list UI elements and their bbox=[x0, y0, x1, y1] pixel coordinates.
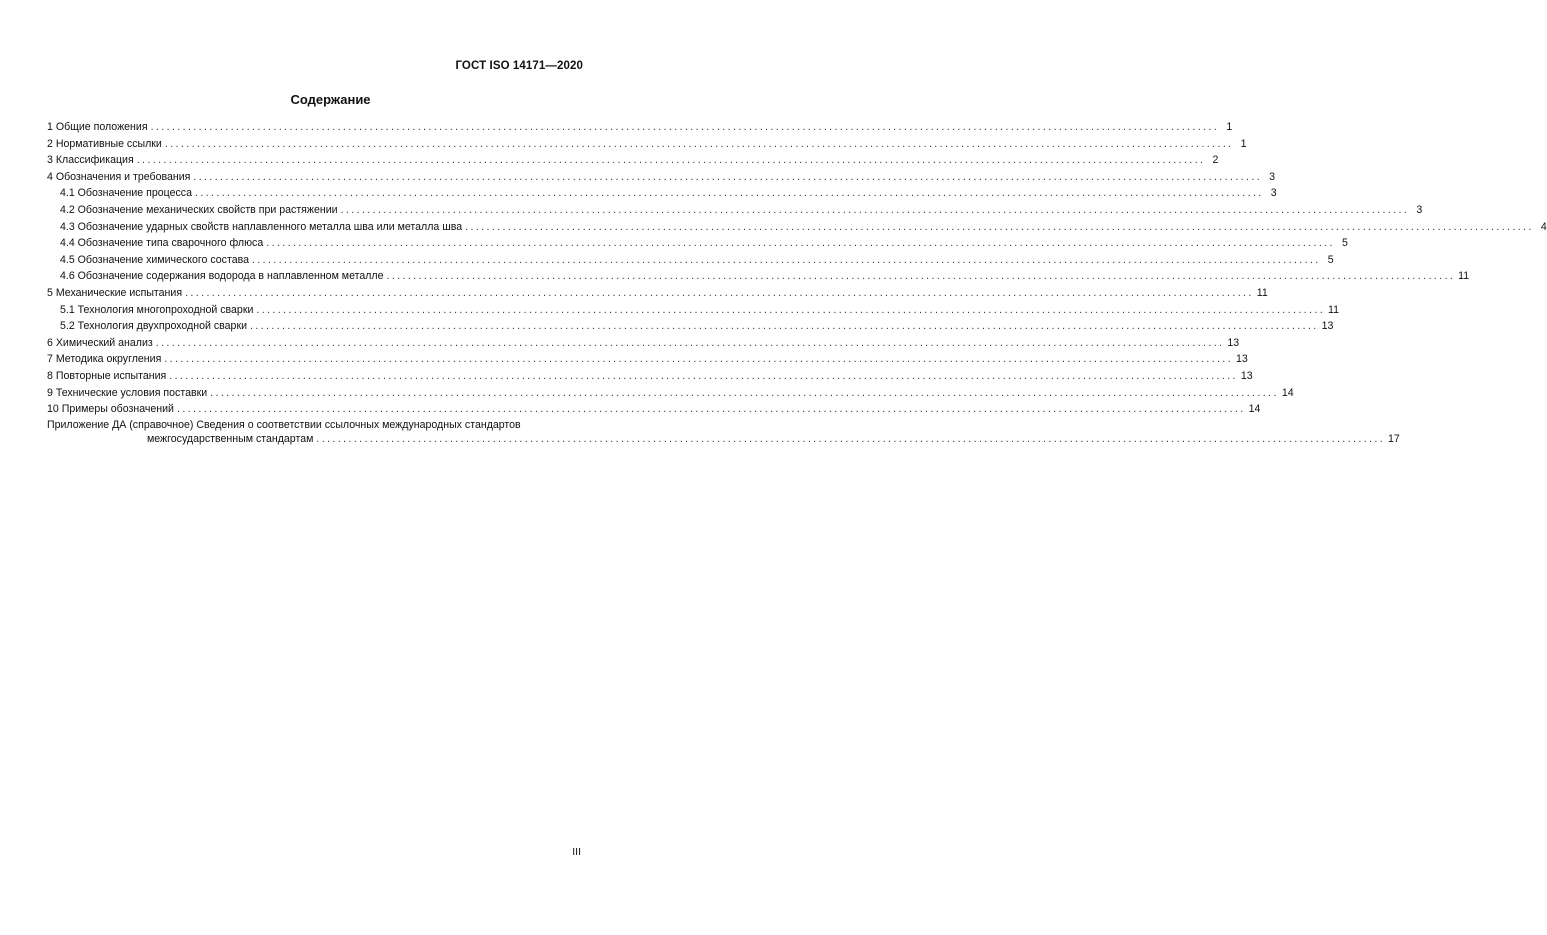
toc-entry[interactable] bbox=[47, 285, 1268, 302]
page-number: III bbox=[572, 846, 581, 858]
toc-entry[interactable] bbox=[47, 136, 1247, 153]
toc-entry[interactable] bbox=[47, 152, 1219, 169]
toc-entry-page: 11 bbox=[1328, 303, 1340, 316]
toc-entry-page: 5 bbox=[1327, 253, 1334, 266]
toc-subentry[interactable] bbox=[47, 185, 1277, 202]
toc-entry-label: 5.1 Технология многопроходной сварки bbox=[60, 303, 254, 316]
toc-leader-dots: ........................................................................................................................................................................................................ bbox=[465, 220, 1534, 233]
toc-appendix-label: Приложение ДА (справочное) Сведения о соответствии ссылочных международных стандартов bbox=[47, 418, 521, 431]
toc-entry-label: 2 Нормативные ссылки bbox=[47, 137, 162, 150]
toc-entry-label: 9 Технические условия поставки bbox=[47, 386, 208, 399]
toc-entry-page: 3 bbox=[1269, 170, 1276, 183]
toc-leader-dots: ........................................................................................................................................................................................................ bbox=[386, 270, 1456, 283]
toc-entry-label: 5.2 Технология двухпроходной сварки bbox=[60, 320, 247, 333]
toc-entry-page: 3 bbox=[1416, 203, 1423, 216]
toc-appendix-continuation[interactable] bbox=[47, 432, 1400, 446]
toc-subentry[interactable] bbox=[47, 252, 1334, 269]
toc-entry-page: 5 bbox=[1342, 237, 1348, 250]
toc-leader-dots: ........................................................................................................................................................................................................ bbox=[252, 253, 1321, 266]
toc-leader-dots: ........................................................................................................................................................................................................ bbox=[150, 121, 1220, 133]
toc-subentry[interactable] bbox=[47, 235, 1348, 252]
toc-entry-label: 5 Механические испытания bbox=[47, 286, 183, 299]
toc-entry-label: 1 Общие положения bbox=[47, 121, 148, 133]
toc-subentry[interactable] bbox=[47, 268, 1470, 285]
toc-entry-page: 13 bbox=[1240, 369, 1253, 382]
toc-entry[interactable] bbox=[47, 335, 1240, 352]
toc-appendix-label-continued: межгосударственным стандартам bbox=[147, 432, 314, 445]
toc-entry-page: 13 bbox=[1321, 320, 1334, 333]
toc-entry-page: 11 bbox=[1256, 286, 1268, 299]
toc-entry-page: 13 bbox=[1235, 353, 1248, 366]
toc-leader-dots: ........................................................................................................................................................................................................ bbox=[164, 137, 1234, 150]
toc-entry-label: 7 Методика округления bbox=[47, 353, 162, 366]
toc-subentry[interactable] bbox=[47, 318, 1334, 335]
document-id: ГОСТ ISO 14171—2020 bbox=[455, 60, 583, 72]
toc-entry-page: 14 bbox=[1248, 403, 1261, 416]
toc-entry-page: 17 bbox=[1388, 432, 1400, 445]
toc-leader-dots: ........................................................................................................................................................................................................ bbox=[169, 369, 1238, 382]
toc-leader-dots: ........................................................................................................................................................................................................ bbox=[136, 154, 1206, 167]
toc-leader-dots: ........................................................................................................................................................................................................ bbox=[194, 187, 1264, 200]
toc-entry-page: 3 bbox=[1270, 187, 1277, 200]
toc-subentry[interactable] bbox=[47, 219, 1547, 236]
toc-entry-label: 4.2 Обозначение механических свойств при растяжении bbox=[60, 203, 338, 216]
toc-leader-dots: ........................................................................................................................................................................................................ bbox=[193, 170, 1263, 183]
toc-entry-label: 3 Классификация bbox=[47, 154, 134, 167]
toc-leader-dots: ........................................................................................................................................................................................................ bbox=[164, 353, 1233, 366]
toc-leader-dots: ........................................................................................................................................................................................................ bbox=[266, 237, 1335, 250]
table-of-contents bbox=[47, 119, 1547, 446]
toc-leader-dots: ........................................................................................................................................................................................................ bbox=[340, 203, 1410, 216]
toc-entry-page: 14 bbox=[1281, 386, 1294, 399]
toc-leader-dots: ........................................................................................................................................................................................................ bbox=[250, 320, 1319, 333]
toc-entry[interactable] bbox=[47, 401, 1261, 418]
toc-entry-page: 2 bbox=[1212, 154, 1219, 167]
toc-entry-label: 4.6 Обозначение содержания водорода в наплавленном металле bbox=[60, 270, 384, 283]
toc-leader-dots: ........................................................................................................................................................................................................ bbox=[210, 386, 1279, 399]
toc-title: Содержание bbox=[290, 92, 371, 107]
toc-entry-label: 4.5 Обозначение химического состава bbox=[60, 253, 249, 266]
toc-entry-label: 4.1 Обозначение процесса bbox=[60, 187, 192, 200]
toc-entry-page: 1 bbox=[1240, 137, 1247, 150]
toc-entry-label: 6 Химический анализ bbox=[47, 336, 153, 349]
toc-entry[interactable] bbox=[47, 169, 1276, 186]
toc-entry-page: 1 bbox=[1226, 121, 1233, 133]
toc-leader-dots: ........................................................................................................................................................................................................ bbox=[316, 432, 1386, 445]
toc-entry-label: 4.4 Обозначение типа сварочного флюса bbox=[60, 237, 264, 250]
toc-entry[interactable] bbox=[47, 385, 1294, 402]
toc-entry[interactable] bbox=[47, 351, 1248, 368]
toc-entry-page: 11 bbox=[1458, 270, 1470, 283]
toc-subentry[interactable] bbox=[47, 202, 1423, 219]
toc-entry[interactable] bbox=[47, 119, 1233, 136]
toc-entry-label: 8 Повторные испытания bbox=[47, 369, 167, 382]
toc-entry-label: 4.3 Обозначение ударных свойств наплавленного металла шва или металла шва bbox=[60, 220, 463, 233]
toc-entry-label: 4 Обозначения и требования bbox=[47, 170, 191, 183]
toc-entry-page: 4 bbox=[1540, 220, 1547, 233]
toc-leader-dots: ........................................................................................................................................................................................................ bbox=[185, 286, 1254, 299]
toc-leader-dots: ........................................................................................................................................................................................................ bbox=[176, 403, 1246, 416]
toc-entry-page: 13 bbox=[1227, 336, 1240, 349]
toc-subentry[interactable] bbox=[47, 302, 1340, 319]
toc-leader-dots: ........................................................................................................................................................................................................ bbox=[256, 303, 1326, 316]
toc-leader-dots: ........................................................................................................................................................................................................ bbox=[155, 336, 1225, 349]
toc-entry[interactable] bbox=[47, 368, 1253, 385]
toc-entry-label: 10 Примеры обозначений bbox=[47, 403, 174, 416]
toc-appendix-entry[interactable] bbox=[47, 418, 584, 432]
